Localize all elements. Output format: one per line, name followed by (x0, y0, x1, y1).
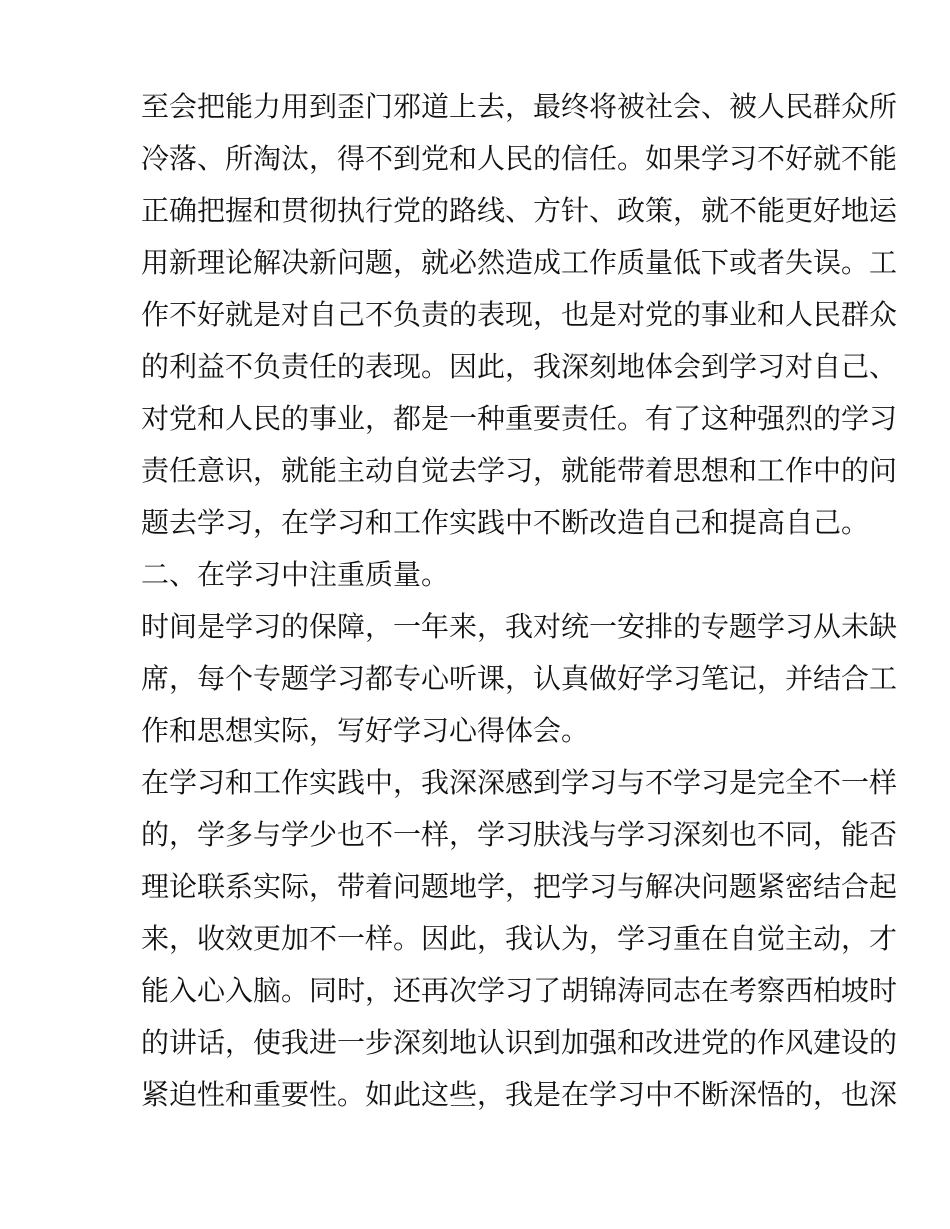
text-line: 冷落、所淘汰，得不到党和人民的信任。如果学习不好就不能 (141, 142, 898, 175)
text-line: 对党和人民的事业，都是一种重要责任。有了这种强烈的学习 (141, 402, 898, 435)
text-line: 的，学多与学少也不一样，学习肤浅与学习深刻也不同，能否 (141, 818, 898, 851)
text-line: 用新理论解决新问题，就必然造成工作质量低下或者失误。工 (141, 246, 898, 279)
text-line: 正确把握和贯彻执行党的路线、方针、政策，就不能更好地运 (141, 194, 898, 227)
text-line: 责任意识，就能主动自觉去学习，就能带着思想和工作中的问 (141, 454, 898, 487)
text-line: 的讲话，使我进一步深刻地认识到加强和改进党的作风建设的 (141, 1026, 898, 1059)
text-line: 作和思想实际，写好学习心得体会。 (141, 714, 590, 747)
text-line: 作不好就是对自己不负责的表现，也是对党的事业和人民群众 (141, 298, 898, 331)
text-line: 紧迫性和重要性。如此这些，我是在学习中不断深悟的，也深 (141, 1078, 898, 1111)
text-line: 理论联系实际，带着问题地学，把学习与解决问题紧密结合起 (141, 870, 898, 903)
text-line: 题去学习，在学习和工作实践中不断改造自己和提高自己。 (141, 506, 870, 539)
text-line: 能入心入脑。同时，还再次学习了胡锦涛同志在考察西柏坡时 (141, 974, 898, 1007)
document-body (141, 81, 898, 1121)
section-heading: 二、在学习中注重质量。 (141, 558, 450, 591)
text-line: 的利益不负责任的表现。因此，我深刻地体会到学习对自己、 (141, 350, 898, 383)
text-line: 时间是学习的保障，一年来，我对统一安排的专题学习从未缺 (141, 610, 898, 643)
text-line: 席，每个专题学习都专心听课，认真做好学习笔记，并结合工 (141, 662, 898, 695)
text-line: 在学习和工作实践中，我深深感到学习与不学习是完全不一样 (141, 766, 898, 799)
text-line: 来，收效更加不一样。因此，我认为，学习重在自觉主动，才 (141, 922, 898, 955)
text-line: 至会把能力用到歪门邪道上去，最终将被社会、被人民群众所 (141, 90, 898, 123)
